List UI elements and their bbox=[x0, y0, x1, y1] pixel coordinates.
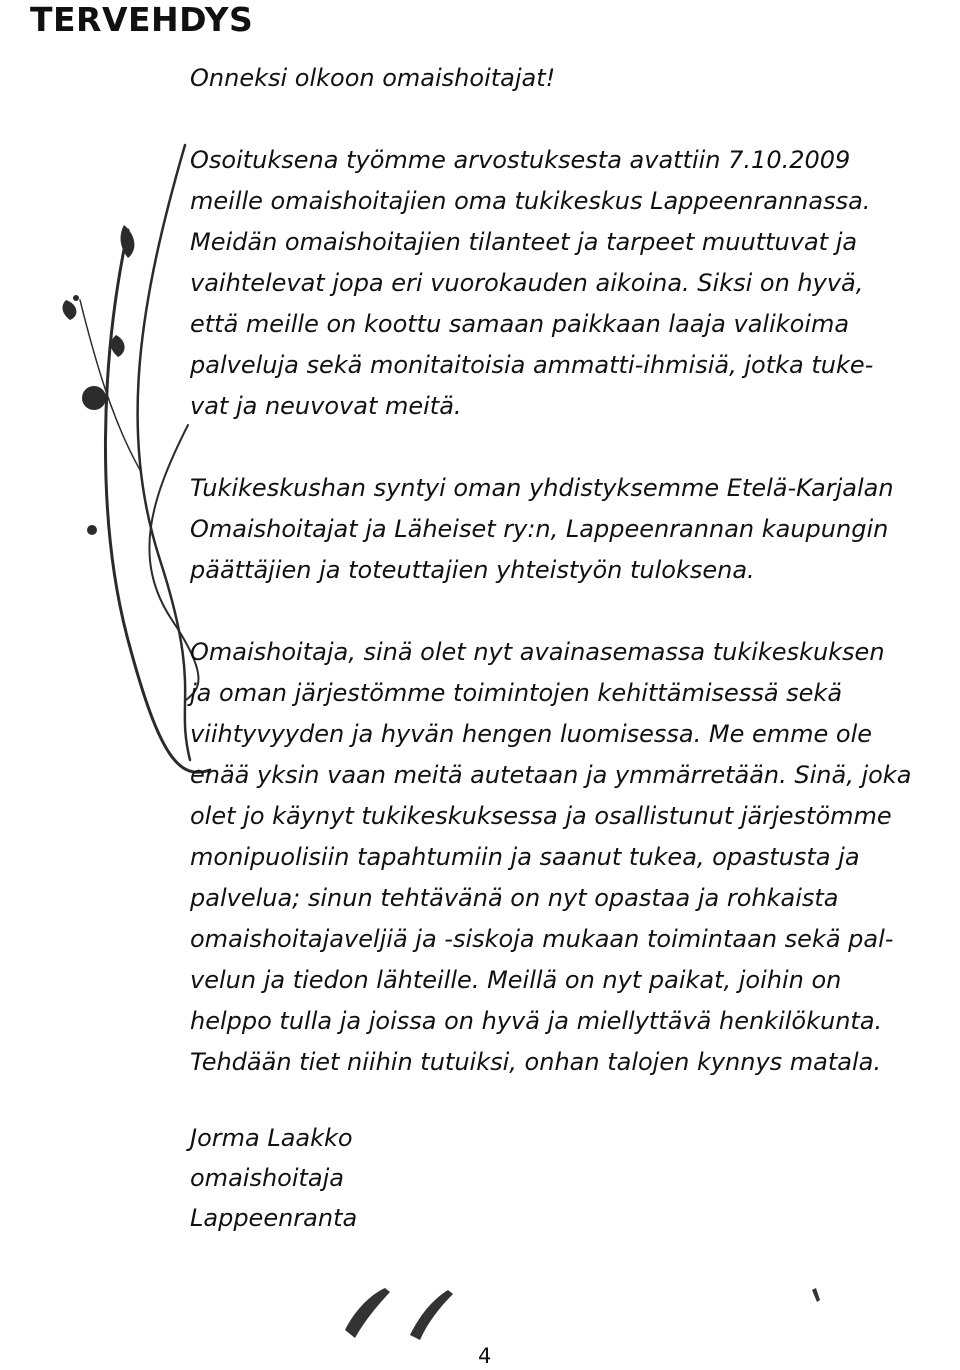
letter-body bbox=[190, 58, 950, 1083]
leaf-left bbox=[63, 300, 77, 320]
page-number: 4 bbox=[478, 1344, 492, 1368]
text-line: helppo tulla ja joissa on hyvä ja miellyttävä henkilökunta. bbox=[190, 1007, 883, 1035]
text-line: Osoituksena työmme arvostuksesta avattiin 7.10.2009 bbox=[190, 146, 851, 174]
paragraph-origin bbox=[190, 468, 950, 591]
text-line: Meidän omaishoitajien tilanteet ja tarpeet muuttuvat ja bbox=[190, 228, 858, 256]
text-line: vaihtelevat jopa eri vuorokauden aikoina. Siksi on hyvä, bbox=[190, 269, 864, 297]
text-line: olet jo käynyt tukikeskuksessa ja osallistunut järjestömme bbox=[190, 802, 892, 830]
leaf-top bbox=[121, 225, 135, 258]
berry-tiny bbox=[73, 295, 79, 301]
text-line: Tehdään tiet niihin tutuiksi, onhan talojen kynnys matala. bbox=[190, 1048, 882, 1076]
paragraph-greeting bbox=[190, 58, 950, 99]
text-line: ja oman järjestömme toimintojen kehittämisessä sekä bbox=[190, 679, 843, 707]
text-line: vat ja neuvovat meitä. bbox=[190, 392, 462, 420]
text-line: päättäjien ja toteuttajien yhteistyön tuloksena. bbox=[190, 556, 755, 584]
signature-block bbox=[190, 1118, 357, 1238]
text-line: monipuolisiin tapahtumiin ja saanut tukea, opastusta ja bbox=[190, 843, 860, 871]
brush-stroke-2 bbox=[410, 1290, 453, 1340]
text-line: että meille on koottu samaan paikkaan laaja valikoima bbox=[190, 310, 850, 338]
page-title: TERVEHDYS bbox=[30, 0, 254, 39]
text-line: omaishoitajaveljiä ja -siskoja mukaan toimintaan sekä pal- bbox=[190, 925, 894, 953]
text-line: Omaishoitaja, sinä olet nyt avainasemassa tukikeskuksen bbox=[190, 638, 885, 666]
stem-thin bbox=[80, 300, 140, 470]
text-line: meille omaishoitajien oma tukikeskus Lappeenrannassa. bbox=[190, 187, 871, 215]
text-line: Omaishoitajat ja Läheiset ry:n, Lappeenrannan kaupungin bbox=[190, 515, 889, 543]
signature-name: Jorma Laakko bbox=[190, 1124, 353, 1152]
text-line: enää yksin vaan meitä autetaan ja ymmärretään. Sinä, joka bbox=[190, 761, 912, 789]
leaf-mid bbox=[111, 335, 125, 357]
text-line: palvelua; sinun tehtävänä on nyt opastaa ja rohkaista bbox=[190, 884, 839, 912]
text-line: viihtyvyyden ja hyvän hengen luomisessa. Me emme ole bbox=[190, 720, 872, 748]
text-line: palveluja sekä monitaitoisia ammatti-ihmisiä, jotka tuke- bbox=[190, 351, 874, 379]
paragraph-opening bbox=[190, 140, 950, 427]
stem-middle bbox=[138, 145, 190, 760]
text-line: velun ja tiedon lähteille. Meillä on nyt paikat, joihin on bbox=[190, 966, 842, 994]
berry-large bbox=[82, 386, 106, 410]
paragraph-appeal bbox=[190, 632, 950, 1083]
brush-stroke-3 bbox=[812, 1288, 820, 1302]
text-line: Onneksi olkoon omaishoitajat! bbox=[190, 64, 556, 92]
brush-stroke-1 bbox=[345, 1288, 390, 1338]
signature-place: Lappeenranta bbox=[190, 1204, 358, 1232]
signature-role: omaishoitaja bbox=[190, 1164, 344, 1192]
berry-small bbox=[87, 525, 97, 535]
text-line: Tukikeskushan syntyi oman yhdistyksemme Etelä-Karjalan bbox=[190, 474, 894, 502]
